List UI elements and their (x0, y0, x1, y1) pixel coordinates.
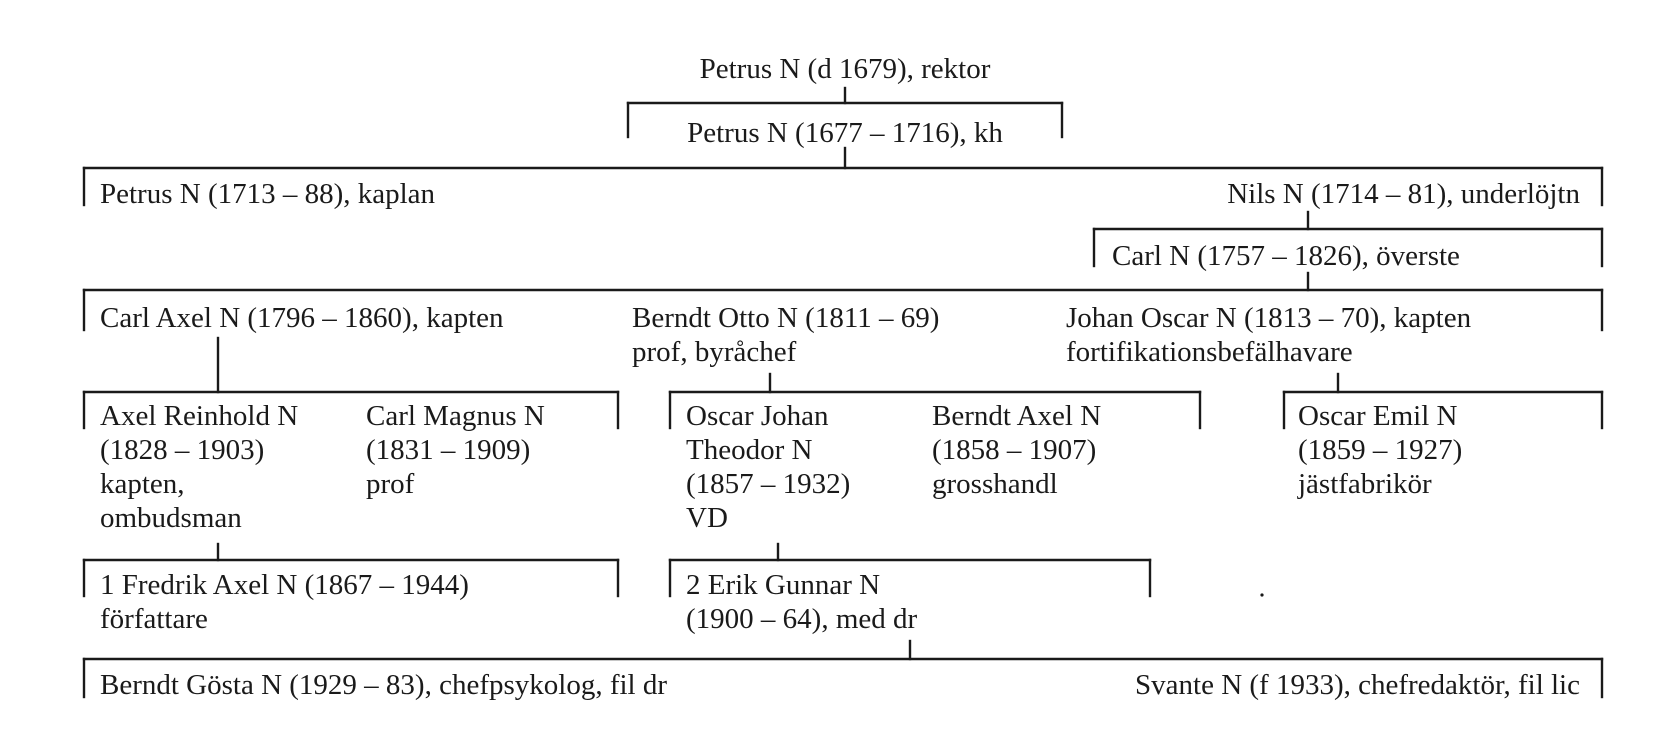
person-line: prof (366, 468, 415, 500)
person-line: ombudsman (100, 502, 242, 534)
person-petrus-kaplan (100, 178, 436, 210)
person-line: författare (100, 603, 208, 635)
person-line: (1859 – 1927) (1298, 434, 1463, 466)
person-line: fortifikationsbefälhavare (1066, 336, 1353, 368)
person-oscar-johan (686, 400, 850, 534)
person-line: Oscar Johan (686, 400, 829, 432)
person-svante (1135, 669, 1580, 701)
person-berndt-gosta (100, 669, 667, 701)
person-carl-overste (1112, 240, 1460, 272)
person-petrus-kh (687, 117, 1003, 149)
person-axel-reinhold (100, 400, 298, 534)
person-line: Svante N (f 1933), chefredaktör, fil lic (1135, 669, 1580, 701)
person-line: VD (686, 502, 728, 534)
person-line: 2 Erik Gunnar N (686, 569, 881, 601)
person-line: 1 Fredrik Axel N (1867 – 1944) (100, 569, 469, 601)
person-line: (1858 – 1907) (932, 434, 1097, 466)
person-line: Theodor N (686, 434, 813, 466)
person-line: Johan Oscar N (1813 – 70), kapten (1066, 302, 1472, 334)
person-berndt-axel (932, 400, 1101, 500)
person-line: Berndt Gösta N (1929 – 83), chefpsykolog, fil dr (100, 669, 668, 701)
stray-dot (1260, 593, 1263, 596)
person-erik-gunnar (686, 569, 917, 635)
person-line: kapten, (100, 468, 185, 500)
person-line: Carl Axel N (1796 – 1860), kapten (100, 302, 504, 334)
person-line: (1828 – 1903) (100, 434, 265, 466)
person-carl-axel (100, 302, 504, 334)
person-berndt-otto (632, 302, 939, 368)
person-fredrik-axel (100, 569, 469, 635)
person-line: Axel Reinhold N (100, 400, 299, 432)
person-oscar-emil (1297, 400, 1462, 500)
person-line: Berndt Axel N (932, 400, 1102, 432)
person-petrus-rektor (700, 53, 991, 85)
person-line: Carl N (1757 – 1826), överste (1112, 240, 1460, 272)
person-line: jästfabrikör (1298, 468, 1432, 500)
person-line: prof, byråchef (632, 336, 797, 368)
person-line: Oscar Emil N (1298, 400, 1458, 432)
person-line: (1900 – 64), med dr (686, 603, 918, 635)
person-line: Petrus N (d 1679), rektor (699, 53, 991, 85)
person-line: Berndt Otto N (1811 – 69) (632, 302, 940, 334)
person-carl-magnus (366, 400, 545, 500)
person-line: Petrus N (1713 – 88), kaplan (100, 178, 436, 210)
person-johan-oscar (1066, 302, 1472, 368)
person-line: (1857 – 1932) (686, 468, 851, 500)
person-line: Petrus N (1677 – 1716), kh (687, 117, 1003, 149)
person-line: grosshandl (932, 468, 1058, 500)
person-nils (1227, 178, 1580, 210)
person-line: (1831 – 1909) (366, 434, 531, 466)
person-line: Nils N (1714 – 81), underlöjtn (1227, 178, 1580, 210)
person-line: Carl Magnus N (366, 400, 545, 432)
